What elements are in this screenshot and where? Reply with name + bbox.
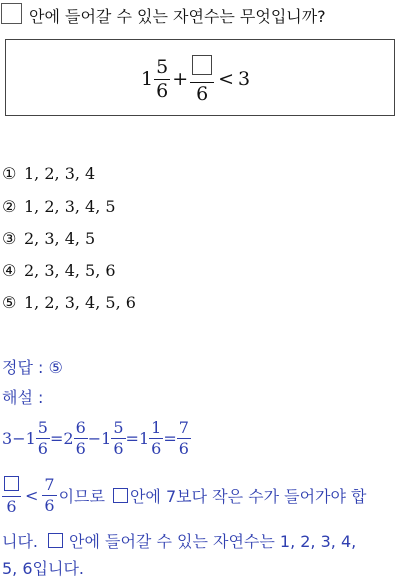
solution-line-2: 니다. 안에 들어갈 수 있는 자연수는 1, 2, 3, 4,	[2, 532, 357, 551]
option-marker: ④	[2, 261, 17, 280]
calc-fraction: $\frac{1}{6}$	[151, 417, 162, 458]
option-2[interactable]	[2, 197, 116, 216]
inline-blank-box	[48, 533, 63, 548]
answer-line	[2, 355, 63, 378]
calc-fraction: $\frac{5}{6}$	[113, 417, 124, 458]
equation-fraction-2: 6	[190, 55, 214, 104]
inline-blank-box	[113, 488, 128, 503]
ineq-fraction-1: 6	[2, 476, 21, 515]
calc-fraction: $\frac{7}{6}$	[178, 417, 189, 458]
answer-label: 정답 :	[2, 358, 44, 377]
calc-fraction: $\frac{6}{6}$	[75, 417, 86, 458]
equation-plus: +	[172, 68, 189, 90]
solution-inequality-line: 6 < $\frac{7}{6}$ 이므로 안에 7보다 작은 수가 들어가야 합	[2, 470, 367, 520]
option-marker: ①	[2, 164, 17, 183]
equation-whole: 1	[141, 68, 154, 90]
answer-blank-box	[1, 3, 22, 24]
option-text: 1, 2, 3, 4, 5	[24, 197, 116, 216]
equation-less-than: <	[218, 68, 235, 90]
question-text: 안에 들어갈 수 있는 자연수는 무엇입니까?	[29, 7, 326, 26]
equation-box	[5, 39, 395, 116]
solution-label: 해설 :	[2, 388, 44, 407]
option-text: 2, 3, 4, 5	[24, 229, 96, 248]
solution-line-3: 5, 6입니다.	[2, 559, 84, 578]
ineq-blank-box	[4, 476, 19, 491]
ineq-fraction-2: $\frac{7}{6}$	[44, 474, 55, 515]
option-text: 2, 3, 4, 5, 6	[24, 261, 116, 280]
option-3[interactable]	[2, 229, 95, 248]
solution-calculation: 3 − 1 $\frac{5}{6}$ = 2 $\frac{6}{6}$ − 1 $\frac{5}{6}$ = 1 $\frac{1}{6}$ = $\frac{7}{6}$	[2, 417, 189, 458]
option-text: 1, 2, 3, 4	[24, 164, 96, 183]
option-text: 1, 2, 3, 4, 5, 6	[24, 293, 136, 312]
option-marker: ③	[2, 229, 17, 248]
equation	[141, 46, 250, 112]
option-marker: ②	[2, 197, 17, 216]
option-4[interactable]	[2, 261, 116, 280]
calc-fraction: $\frac{5}{6}$	[37, 417, 48, 458]
answer-value: ⑤	[48, 358, 63, 377]
option-marker: ⑤	[2, 293, 17, 312]
equation-rhs: 3	[238, 68, 251, 90]
equation-fraction-1: $\frac{5}{6}$	[156, 55, 169, 102]
equation-blank-box	[192, 55, 212, 75]
option-5[interactable]	[2, 293, 136, 312]
option-1[interactable]	[2, 164, 95, 183]
